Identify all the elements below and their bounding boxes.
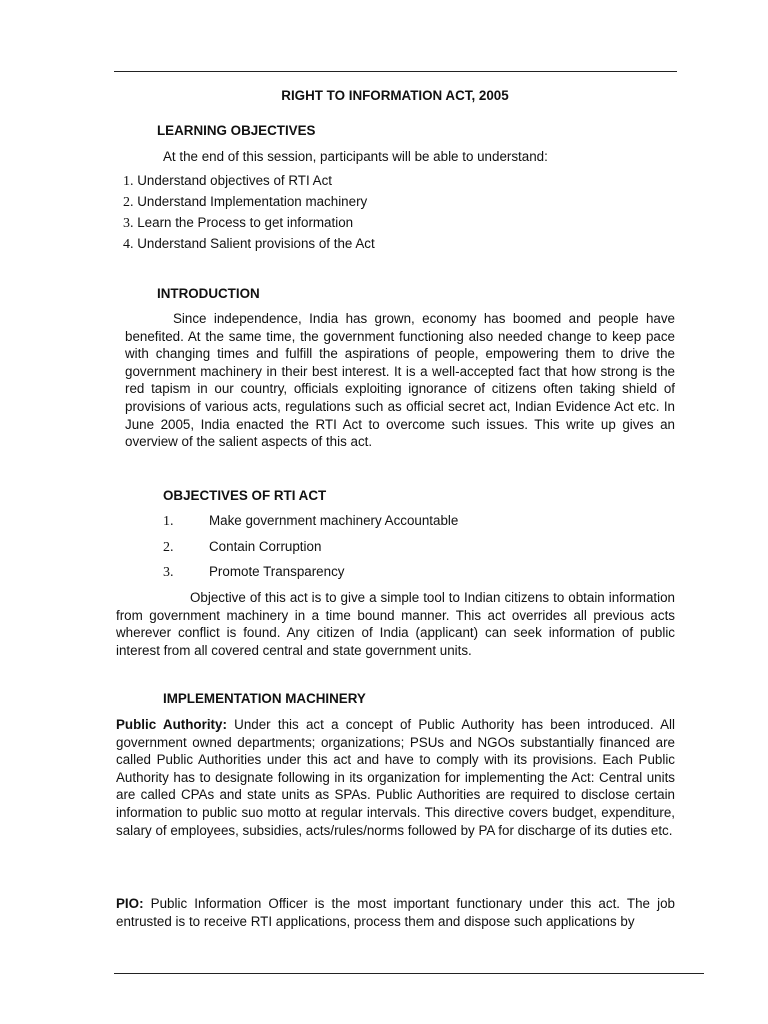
list-item: [163, 564, 174, 581]
list-item: [123, 236, 375, 253]
introduction-paragraph: Since independence, India has grown, economy has boomed and people have benefited. At the same time, the government functioning also needed change to keep pace with changing times and fulfill the aspirations of people, empowering them to drive the government machinery in their best interest. It is a well-accepted fact that how strong is the red tapism in our country, officials exploiting ignorance of citizens often taking shield of provisions of various acts, regulations such as official secret act, Indian Evidence Act etc. In June 2005, India enacted the RTI Act to overcome such issues. This write up gives an overview of the salient aspects of this act.: [125, 311, 675, 450]
pio-text: Public Information Officer is the most important functionary under this act. The job entrusted is to receive RTI applications, process them and dispose such applications by: [116, 896, 675, 929]
list-item: [123, 173, 332, 190]
top-rule: [114, 71, 677, 72]
public-authority-label: Public Authority:: [116, 717, 227, 732]
page-title: RIGHT TO INFORMATION ACT, 2005: [281, 88, 509, 103]
learning-objectives-heading: LEARNING OBJECTIVES: [157, 123, 316, 138]
learning-objectives-intro: At the end of this session, participants will be able to understand:: [163, 149, 548, 164]
list-number: 1.: [123, 174, 134, 189]
list-item: [123, 194, 367, 211]
pio-paragraph: [116, 895, 675, 930]
list-text: Contain Corruption: [209, 539, 322, 554]
bottom-rule: [114, 973, 704, 974]
introduction-heading: INTRODUCTION: [157, 286, 260, 301]
list-text: Understand objectives of RTI Act: [137, 173, 332, 188]
implementation-heading: IMPLEMENTATION MACHINERY: [163, 691, 366, 706]
list-number: 2.: [123, 195, 134, 210]
public-authority-paragraph: [116, 716, 675, 839]
objectives-paragraph: Objective of this act is to give a simple tool to Indian citizens to obtain information from government machinery in a time bound manner. This act overrides all previous acts wherever conflict is found. Any citizen of India (applicant) can seek information of public interest from all covered central and state government units.: [116, 590, 675, 658]
list-item: [123, 215, 353, 232]
list-item: [163, 513, 174, 530]
list-number: 1.: [163, 514, 174, 529]
list-text: Understand Salient provisions of the Act: [137, 236, 375, 251]
public-authority-text: Under this act a concept of Public Authority has been introduced. All government owned departments; organizations; PSUs and NGOs substantially financed are called Public Authorities under this act and have to comply with its provisions. Each Public Authority has to designate following in its organization for implementing the Act: Central units are called CPAs and state units as SPAs. Public Authorities are required to disclose certain information to public suo motto at regular intervals. This directive covers budget, expenditure, salary of employees, subsidies, acts/rules/norms followed by PA for discharge of its duties etc.: [116, 717, 675, 838]
objectives-heading: OBJECTIVES OF RTI ACT: [163, 488, 327, 503]
list-number: 3.: [123, 216, 134, 231]
pio-label: PIO:: [116, 896, 144, 911]
list-text: Understand Implementation machinery: [137, 194, 368, 209]
list-text: Learn the Process to get information: [137, 215, 354, 230]
list-text: Promote Transparency: [209, 564, 345, 579]
list-number: 2.: [163, 540, 174, 555]
list-text: Make government machinery Accountable: [209, 513, 459, 528]
list-item: [163, 539, 174, 556]
list-number: 3.: [163, 565, 174, 580]
list-number: 4.: [123, 237, 134, 252]
